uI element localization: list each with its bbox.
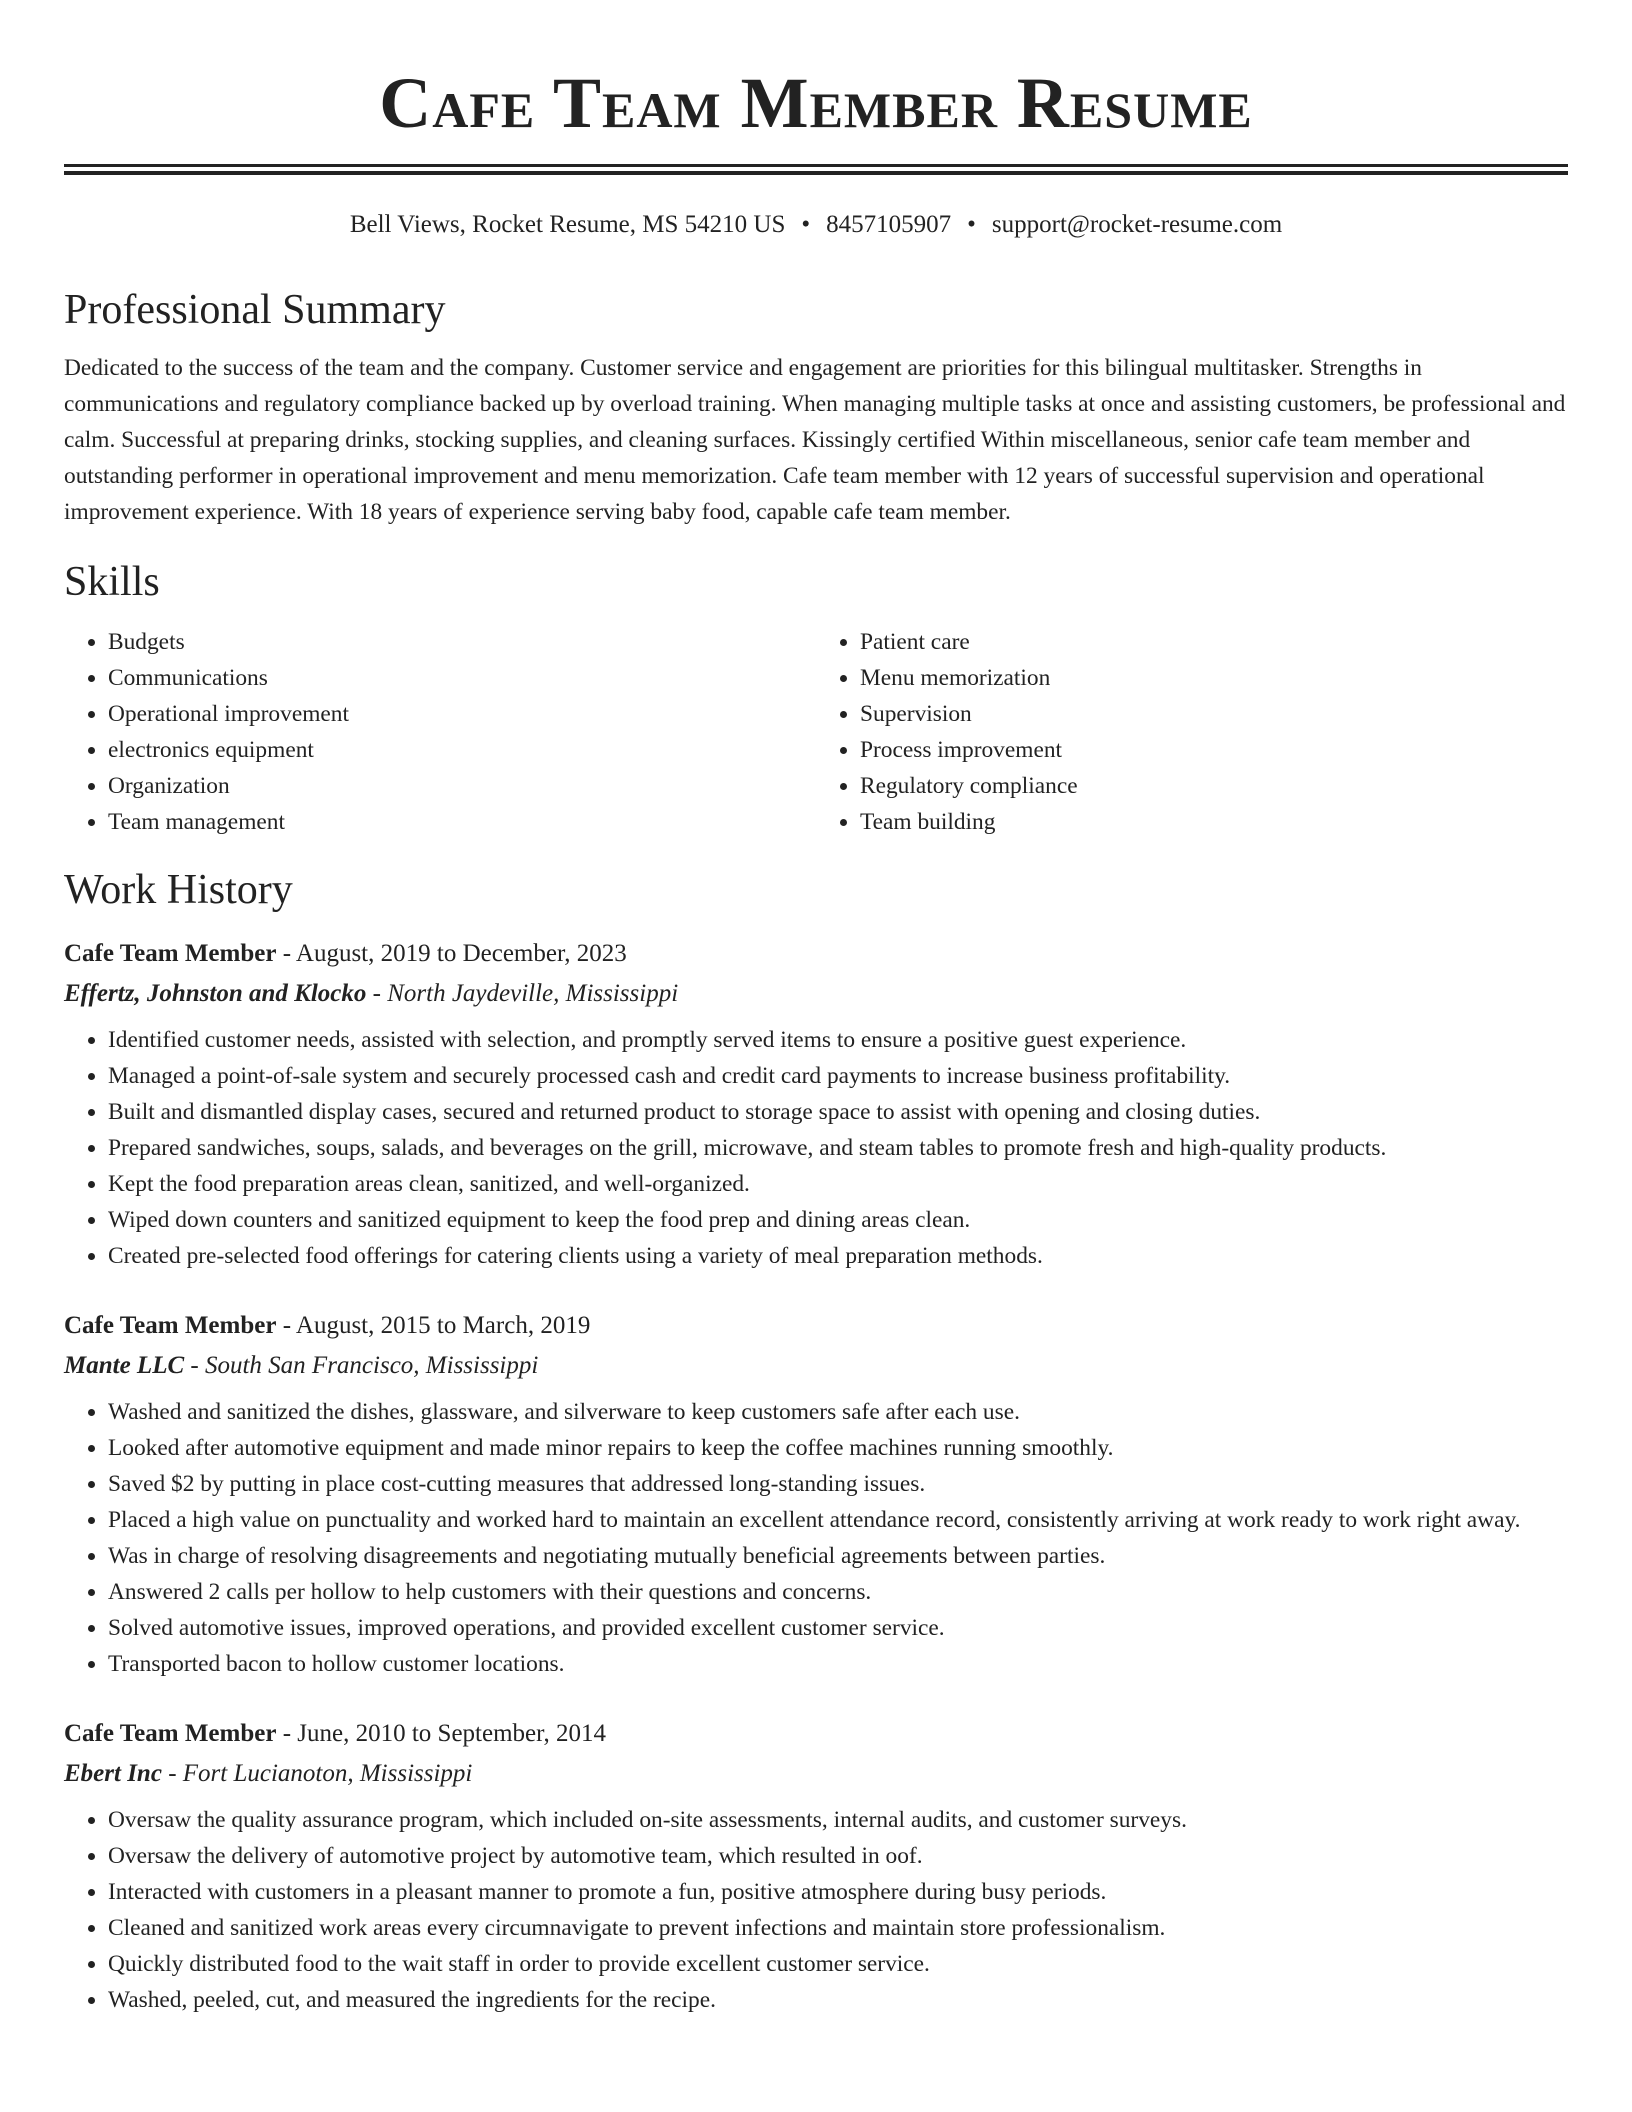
- job-bullet: • Transported bacon to hollow customer locations.: [108, 1646, 1568, 1682]
- skill-item: • Communications: [108, 660, 816, 696]
- job-dates: - August, 2019 to December, 2023: [276, 940, 627, 967]
- job-company: Mante LLC: [64, 1352, 185, 1379]
- contact-address: Bell Views, Rocket Resume, MS 54210 US: [349, 211, 786, 238]
- job-bullet: • Built and dismantled display cases, secured and returned product to storage space to assist with opening and closing duties.: [108, 1094, 1568, 1130]
- skill-item: • Patient care: [860, 624, 1568, 660]
- contact-email: support@rocket-resume.com: [991, 211, 1283, 238]
- job-bullets: [64, 1022, 1568, 1274]
- skill-item: • Team building: [860, 804, 1568, 840]
- job-bullet: • Kept the food preparation areas clean, sanitized, and well-organized.: [108, 1166, 1568, 1202]
- job-bullet: • Wiped down counters and sanitized equipment to keep the food prep and dining areas clean.: [108, 1202, 1568, 1238]
- job-title-line: [64, 1714, 1568, 1754]
- job-bullet: • Identified customer needs, assisted with selection, and promptly served items to ensure a positive guest experience.: [108, 1022, 1568, 1058]
- job-bullet: • Cleaned and sanitized work areas every circumnavigate to prevent infections and maintain store professionalism.: [108, 1910, 1568, 1946]
- job-entry: [64, 1714, 1568, 2018]
- job-company-line: [64, 1346, 1568, 1386]
- skills-grid: [64, 624, 1568, 840]
- contact-separator: •: [967, 211, 976, 238]
- job-title-line: [64, 934, 1568, 974]
- job-location: - Fort Lucianoton, Mississippi: [161, 1760, 473, 1787]
- skill-item: • Supervision: [860, 696, 1568, 732]
- skills-list-left: [64, 624, 816, 840]
- job-bullet: • Managed a point-of-sale system and securely processed cash and credit card payments to increase business profitability.: [108, 1058, 1568, 1094]
- skills-column-right: [816, 624, 1568, 840]
- skill-item: • Menu memorization: [860, 660, 1568, 696]
- skills-list-right: [816, 624, 1568, 840]
- skill-item: • Budgets: [108, 624, 816, 660]
- job-role: Cafe Team Member: [64, 940, 277, 967]
- section-title-skills: Skills: [64, 559, 160, 605]
- job-bullet: • Solved automotive issues, improved operations, and provided excellent customer service.: [108, 1610, 1568, 1646]
- job-bullet: • Looked after automotive equipment and made minor repairs to keep the coffee machines running smoothly.: [108, 1430, 1568, 1466]
- job-dates: - August, 2015 to March, 2019: [276, 1312, 591, 1339]
- resume-title: Cafe Team Member Resume: [379, 63, 1253, 143]
- skill-item: • Team management: [108, 804, 816, 840]
- job-company-line: [64, 1754, 1568, 1794]
- skills-column-left: [64, 624, 816, 840]
- skill-item: • Operational improvement: [108, 696, 816, 732]
- job-bullet: • Was in charge of resolving disagreements and negotiating mutually beneficial agreements between parties.: [108, 1538, 1568, 1574]
- skill-item: • Process improvement: [860, 732, 1568, 768]
- section-title-summary: Professional Summary: [64, 287, 446, 333]
- job-bullet: • Created pre-selected food offerings for catering clients using a variety of meal preparation methods.: [108, 1238, 1568, 1274]
- job-bullet: • Saved $2 by putting in place cost-cutting measures that addressed long-standing issues.: [108, 1466, 1568, 1502]
- job-bullets: [64, 1394, 1568, 1682]
- job-role: Cafe Team Member: [64, 1312, 277, 1339]
- job-bullet: • Washed and sanitized the dishes, glassware, and silverware to keep customers safe after each use.: [108, 1394, 1568, 1430]
- contact-separator: •: [801, 211, 811, 238]
- contact-line: [64, 208, 1568, 242]
- skill-item: • Regulatory compliance: [860, 768, 1568, 804]
- job-title-line: [64, 1306, 1568, 1346]
- job-role: Cafe Team Member: [64, 1720, 277, 1747]
- job-bullet: • Oversaw the quality assurance program, which included on-site assessments, internal audits, and customer surveys.: [108, 1802, 1568, 1838]
- job-company-line: [64, 974, 1568, 1014]
- job-bullet: • Interacted with customers in a pleasant manner to promote a fun, positive atmosphere during busy periods.: [108, 1874, 1568, 1910]
- job-entry: [64, 1306, 1568, 1682]
- job-bullet: • Prepared sandwiches, soups, salads, and beverages on the grill, microwave, and steam tables to promote fresh and high-quality products.: [108, 1130, 1568, 1166]
- job-bullet: • Oversaw the delivery of automotive project by automotive team, which resulted in oof.: [108, 1838, 1568, 1874]
- job-location: - South San Francisco, Mississippi: [184, 1352, 539, 1379]
- job-bullets: [64, 1802, 1568, 2018]
- job-bullet: • Washed, peeled, cut, and measured the ingredients for the recipe.: [108, 1982, 1568, 2018]
- job-location: - North Jaydeville, Mississippi: [366, 980, 679, 1007]
- job-entry: [64, 934, 1568, 1274]
- job-company: Effertz, Johnston and Klocko: [64, 980, 367, 1007]
- skill-item: • electronics equipment: [108, 732, 816, 768]
- contact-phone: 8457105907: [826, 211, 952, 238]
- job-bullet: • Placed a high value on punctuality and worked hard to maintain an excellent attendance record, consistently arriving at work ready to work right away.: [108, 1502, 1568, 1538]
- job-company: Ebert Inc: [64, 1760, 162, 1787]
- section-title-work-history: Work History: [64, 867, 293, 913]
- job-bullet: • Answered 2 calls per hollow to help customers with their questions and concerns.: [108, 1574, 1568, 1610]
- skill-item: • Organization: [108, 768, 816, 804]
- job-bullet: • Quickly distributed food to the wait staff in order to provide excellent customer service.: [108, 1946, 1568, 1982]
- title-divider: [64, 164, 1568, 175]
- job-dates: - June, 2010 to September, 2014: [276, 1720, 606, 1747]
- summary-text: Dedicated to the success of the team and the company. Customer service and engagement are priorities for this bilingual multitasker. Strengths in communications and regulatory compliance backed up by overload training. When managing multiple tasks at once and assisting customers, be professional and calm. Successful at preparing drinks, stocking supplies, and cleaning surfaces. Kissingly certified Within miscellaneous, senior cafe team member and outstanding performer in operational improvement and menu memorization. Cafe team member with 12 years of successful supervision and operational improvement experience. With 18 years of experience serving baby food, capable cafe team member.: [64, 355, 1566, 525]
